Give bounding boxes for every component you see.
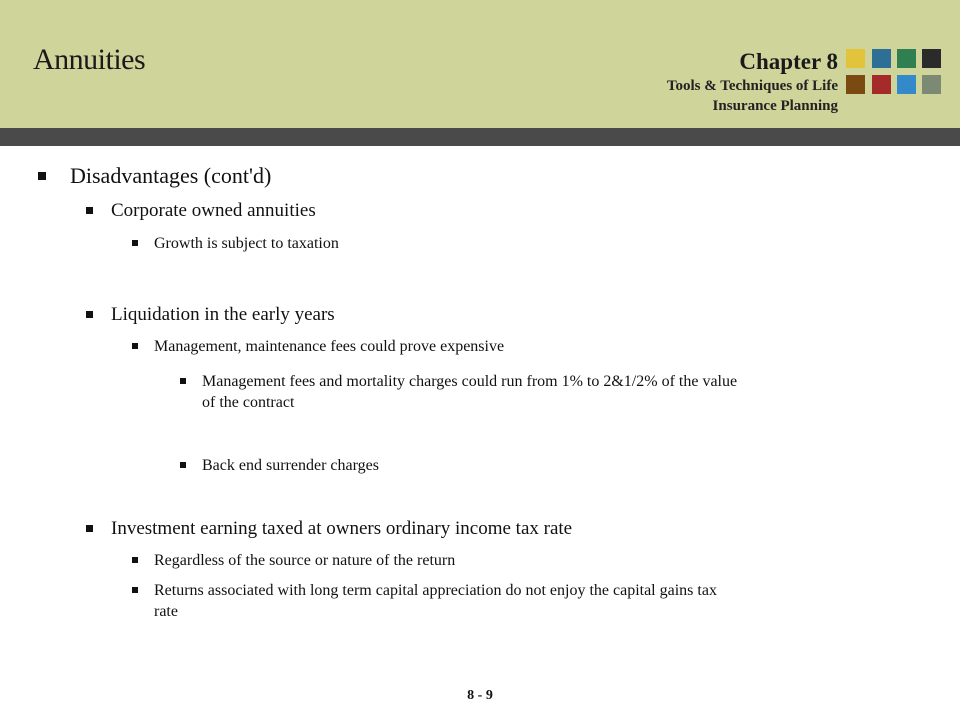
bullet-text	[154, 580, 717, 622]
bullet-marker	[132, 343, 138, 349]
bullet-text	[202, 371, 737, 413]
bullet-disadvantages	[38, 162, 271, 190]
bullet-text: Liquidation in the early years	[111, 304, 335, 325]
chapter-subtitle-line-1: Tools & Techniques of Life	[666, 78, 838, 94]
bullet-liquidation	[86, 303, 335, 327]
bullet-marker	[132, 557, 138, 563]
page-number: 8 - 9	[467, 688, 493, 703]
bullet-text: Growth is subject to taxation	[154, 235, 339, 252]
bullet-text: Disadvantages (cont'd)	[70, 163, 272, 188]
bullet-regardless-source	[132, 550, 455, 571]
bullet-text: Regardless of the source or nature of the return	[154, 552, 456, 569]
bullet-text: Corporate owned annuities	[111, 200, 316, 221]
bullet-management-fees	[132, 336, 504, 357]
bullet-text-line: Management fees and mortality charges could run from 1% to 2&1/2% of the value	[202, 373, 738, 390]
bullet-mortality-charges	[180, 371, 737, 413]
bullet-capital-appreciation	[132, 580, 717, 622]
bullet-marker	[86, 525, 93, 532]
bullet-marker	[86, 311, 93, 318]
bullet-text-line: of the contract	[202, 394, 295, 411]
bullet-corporate-owned	[86, 199, 316, 223]
bullet-marker	[38, 172, 46, 180]
bullet-text-line: Returns associated with long term capital appreciation do not enjoy the capital gains tax	[154, 582, 717, 599]
bullet-marker	[132, 240, 138, 246]
bullet-marker	[86, 207, 93, 214]
bullet-text: Investment earning taxed at owners ordinary income tax rate	[111, 518, 573, 539]
bullet-surrender-charges	[180, 455, 379, 476]
bullet-marker	[180, 462, 186, 468]
bullet-growth-taxation	[132, 233, 339, 254]
bullet-investment-earning	[86, 517, 572, 541]
chapter-title: Chapter 8	[739, 49, 838, 74]
bullet-marker	[180, 378, 186, 384]
bullet-marker	[132, 587, 138, 593]
chapter-subtitle-line-2: Insurance Planning	[712, 98, 838, 114]
bullet-text: Management, maintenance fees could prove expensive	[154, 338, 505, 355]
bullet-text-line: rate	[154, 603, 178, 620]
bullet-text: Back end surrender charges	[202, 457, 379, 474]
slide-title: Annuities	[33, 43, 146, 76]
